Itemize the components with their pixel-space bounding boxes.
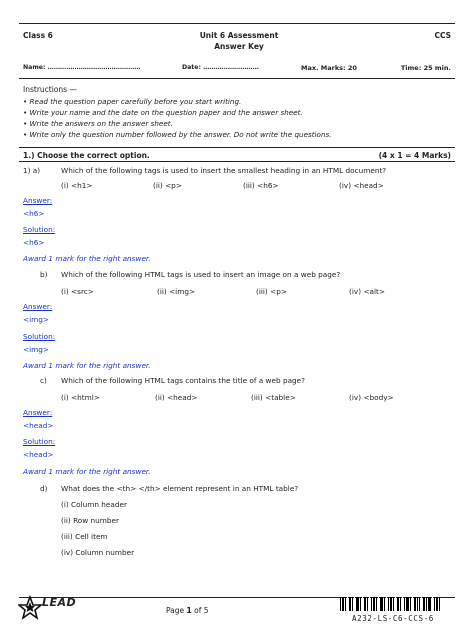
time-allowed: Time: 25 min. — [400, 64, 451, 72]
solution-value: <img> — [23, 345, 49, 354]
answer-label: Answer: — [23, 196, 53, 205]
option: (ii) Row number — [61, 516, 120, 525]
document-code: A232-LS-C6-CCS-6 — [352, 614, 434, 623]
solution-label: Solution: — [23, 225, 56, 234]
answer-label: Answer: — [23, 302, 53, 311]
option: (ii) <head> — [155, 393, 198, 402]
option: (i) <h1> — [61, 181, 93, 190]
option: (iv) Column number — [61, 548, 135, 557]
question-a-prefix: 1) a) — [23, 166, 41, 175]
solution-value: <h6> — [23, 238, 45, 247]
answer-value: <h6> — [23, 209, 45, 218]
lead-logo — [18, 593, 88, 623]
instructions-title: Instructions — — [23, 85, 77, 94]
question-d-text: What does the <th> </th> element represent in an HTML table? — [61, 484, 299, 493]
instruction-line: • Read the question paper carefully before you start writing. — [23, 97, 242, 106]
instruction-line: • Write your name and the date on the question paper and the answer sheet. — [23, 108, 303, 117]
section-marks: (4 x 1 = 4 Marks) — [378, 151, 451, 160]
solution-label: Solution: — [23, 437, 56, 446]
option: (iii) <h6> — [243, 181, 279, 190]
subject-code: CCS — [434, 31, 451, 40]
option: (ii) <img> — [157, 287, 196, 296]
document-header — [19, 23, 455, 79]
answer-label: Answer: — [23, 408, 53, 417]
section-header — [19, 148, 455, 162]
option: (iii) <table> — [251, 393, 296, 402]
answer-value: <img> — [23, 315, 49, 324]
instruction-line: • Write the answers on the answer sheet. — [23, 119, 173, 128]
option: (iv) <body> — [349, 393, 394, 402]
option: (iii) Cell item — [61, 532, 108, 541]
page-indicator — [166, 606, 209, 615]
option: (iv) <alt> — [349, 287, 385, 296]
option: (i) Column header — [61, 500, 128, 509]
answer-key-page — [19, 23, 455, 162]
assessment-title: Unit 6 Assessment — [199, 31, 279, 40]
instructions-box — [19, 79, 455, 148]
award-note: Award 1 mark for the right answer. — [23, 361, 151, 370]
option: (i) <html> — [61, 393, 100, 402]
question-c-text: Which of the following HTML tags contains the title of a web page? — [61, 376, 306, 385]
max-marks: Max. Marks: 20 — [301, 64, 357, 72]
question-c-prefix: c) — [40, 376, 47, 385]
option: (ii) <p> — [153, 181, 182, 190]
question-b-prefix: b) — [40, 270, 48, 279]
date-field: Date: ……………………… — [182, 64, 259, 71]
solution-value: <head> — [23, 450, 54, 459]
page-current: 1 — [186, 606, 192, 615]
section-title: 1.) Choose the correct option. — [23, 151, 150, 160]
logo-text: LEAD — [42, 596, 77, 609]
question-d-prefix: d) — [40, 484, 48, 493]
award-note: Award 1 mark for the right answer. — [23, 467, 151, 476]
award-note: Award 1 mark for the right answer. — [23, 254, 151, 263]
answer-key-title: Answer Key — [214, 42, 264, 51]
option: (i) <src> — [61, 287, 94, 296]
solution-label: Solution: — [23, 332, 56, 341]
answer-value: <head> — [23, 421, 54, 430]
class-label: Class 6 — [23, 31, 53, 40]
name-field: Name: ……………………………………… — [23, 64, 141, 71]
page-prefix: Page — [166, 606, 187, 615]
page-suffix: of 5 — [191, 606, 209, 615]
barcode — [340, 597, 460, 611]
instruction-line: • Write only the question number followed by the answer. Do not write the questions. — [23, 130, 332, 139]
option: (iii) <p> — [256, 287, 287, 296]
question-b-text: Which of the following HTML tags is used to insert an image on a web page? — [61, 270, 341, 279]
option: (iv) <head> — [339, 181, 384, 190]
question-a-text: Which of the following tags is used to insert the smallest heading in an HTML document? — [61, 166, 387, 175]
